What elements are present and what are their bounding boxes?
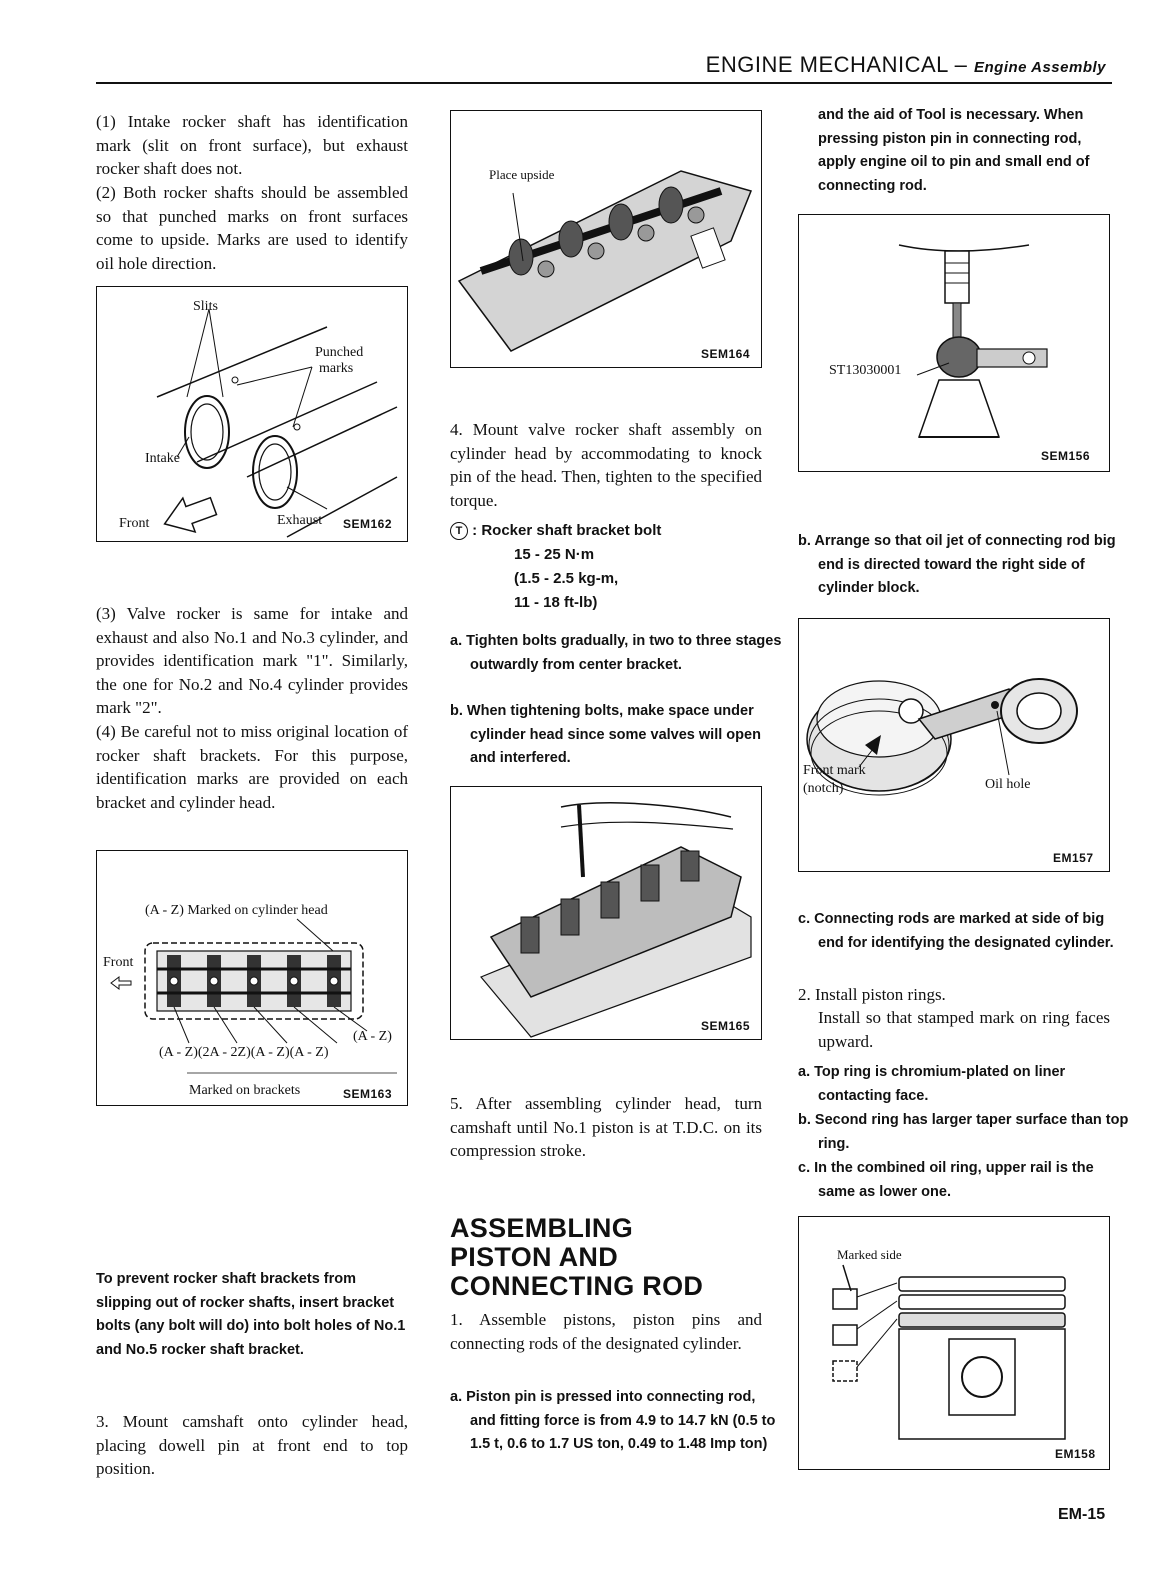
figure-bracket-marks (96, 850, 408, 1106)
header-separator: – (948, 52, 975, 77)
torque-spec (450, 519, 762, 615)
page-header (96, 48, 1112, 84)
figure-cylinder-head-camshaft (450, 110, 762, 368)
camshaft-drawing (451, 111, 761, 367)
torque-header (450, 519, 762, 543)
torque-value-1: 15 - 25 N·m (514, 546, 595, 563)
col3-note-b2: b. Second ring has larger taper surface than top ring. (798, 1112, 1129, 1152)
page-number: EM-15 (1058, 1506, 1106, 1523)
fig2-bottom-row: (A - Z)(2A - 2Z)(A - Z)(A - Z) (159, 1045, 329, 1060)
fig3-code: SEM164 (701, 347, 751, 361)
fig2-az-right: (A - Z) (353, 1029, 392, 1044)
fig1-intake-label: Intake (145, 451, 180, 466)
header-title: ENGINE MECHANICAL (705, 52, 949, 77)
fig6-front-mark: Front mark (803, 763, 866, 778)
figure-tightening-bolts (450, 786, 762, 1040)
section-heading-line-2: PISTON AND (450, 1242, 619, 1272)
fig1-code: SEM162 (343, 517, 393, 531)
col3-continuation: and the aid of Tool is necessary. When pressing piston pin in connecting rod, apply engine oil to pin and small end of connecting rod. (818, 107, 1090, 194)
fig6-code: EM157 (1053, 851, 1094, 865)
col1-para-4: (4) Be careful not to miss original location of rocker shaft brackets. For this purpose, identification marks are provided on each bracket and cylinder head. (96, 722, 408, 812)
figure-piston-connecting-rod (798, 618, 1110, 872)
col3-note-b: b. Arrange so that oil jet of connecting rod big end is directed toward the right side of cylinder block. (798, 533, 1116, 596)
fig2-top-label: (A - Z) Marked on cylinder head (145, 903, 328, 918)
torque-label: : Rocker shaft bracket bolt (472, 522, 662, 539)
col2-note-b: b. When tightening bolts, make space under cylinder head since some valves will open and interfered. (450, 703, 761, 766)
col1-para-5: 3. Mount camshaft onto cylinder head, placing dowell pin at front end to top position. (96, 1412, 408, 1479)
rocker-shaft-drawing (97, 287, 407, 541)
col2-note-a2: a. Piston pin is pressed into connecting rod, and fitting force is from 4.9 to 14.7 kN (0.5 to 1.5 t, 0.6 to 1.7 US ton, 0.49 to 1.48 Imp ton) (450, 1389, 776, 1452)
col2-para-6: 1. Assemble pistons, piston pins and connecting rods of the designated cylinder. (450, 1310, 762, 1353)
fig1-exhaust-label: Exhaust (277, 513, 323, 528)
fig5-tool-label: ST13030001 (829, 363, 902, 378)
fig4-code: SEM165 (701, 1019, 751, 1033)
torque-icon: T (450, 522, 468, 540)
fig5-code: SEM156 (1041, 449, 1091, 463)
header-title-group (706, 52, 1106, 78)
fig2-marked-brackets: Marked on brackets (189, 1083, 301, 1098)
col3-para-2b: Install so that stamped mark on ring faces upward. (818, 1008, 1110, 1051)
header-subtitle: Engine Assembly (974, 59, 1106, 76)
col3-note-c: c. Connecting rods are marked at side of big end for identifying the designated cylinder. (798, 911, 1114, 951)
fig7-label: Marked side (837, 1247, 902, 1262)
fig3-label: Place upside (489, 167, 555, 182)
torque-value-3: 11 - 18 ft-lb) (514, 594, 598, 611)
piston-rod-drawing (799, 619, 1109, 871)
fig1-marks-label: marks (319, 361, 354, 376)
figure-piston-pin-press (798, 214, 1110, 472)
bracket-marks-drawing (97, 851, 407, 1105)
col2-note-a: a. Tighten bolts gradually, in two to three stages outwardly from center bracket. (450, 633, 782, 673)
section-heading-line-1: ASSEMBLING (450, 1213, 634, 1243)
section-heading (450, 1214, 762, 1301)
col2-para-4: 4. Mount valve rocker shaft assembly on cylinder head by accommodating to knock pin of the head. Then, tighten to the specified torque. (450, 420, 762, 510)
fig2-front-label: Front (103, 955, 134, 970)
fig6-notch: (notch) (803, 781, 844, 796)
fig1-punched-label: Punched (315, 345, 364, 360)
fig1-front-label: Front (119, 516, 150, 531)
col2-para-5: 5. After assembling cylinder head, turn camshaft until No.1 piston is at T.D.C. on its compression stroke. (450, 1094, 762, 1161)
fig7-code: EM158 (1055, 1447, 1096, 1461)
press-drawing (799, 215, 1109, 471)
col1-note: To prevent rocker shaft brackets from slipping out of rocker shafts, insert bracket bolts (any bolt will do) into bolt holes of No.1 and No.5 rocker shaft bracket. (96, 1271, 406, 1358)
figure-piston-rings (798, 1216, 1110, 1470)
fig2-code: SEM163 (343, 1087, 393, 1101)
fig1-slits-label: Slits (193, 299, 218, 314)
col3-para-2: 2. Install piston rings. (798, 985, 946, 1004)
col1-para-3: (3) Valve rocker is same for intake and exhaust and also No.1 and No.3 cylinder, and provides identification mark "1". Similarly, the one for No.2 and No.4 cylinder provides mark "2". (96, 604, 408, 718)
fig6-oil-hole: Oil hole (985, 777, 1031, 792)
torque-value-2: (1.5 - 2.5 kg-m, (514, 570, 619, 587)
figure-rocker-shafts (96, 286, 408, 542)
col3-note-a: a. Top ring is chromium-plated on liner contacting face. (798, 1064, 1066, 1104)
section-heading-line-3: CONNECTING ROD (450, 1271, 704, 1301)
col3-note-c2: c. In the combined oil ring, upper rail is the same as lower one. (798, 1160, 1094, 1200)
tightening-drawing (451, 787, 761, 1039)
col1-para-1: (1) Intake rocker shaft has identification mark (slit on front surface), but exhaust rocker shaft does not. (96, 112, 408, 179)
col1-para-2: (2) Both rocker shafts should be assembled so that punched marks on front surfaces come to upside. Marks are used to identify oil hole direction. (96, 183, 408, 273)
